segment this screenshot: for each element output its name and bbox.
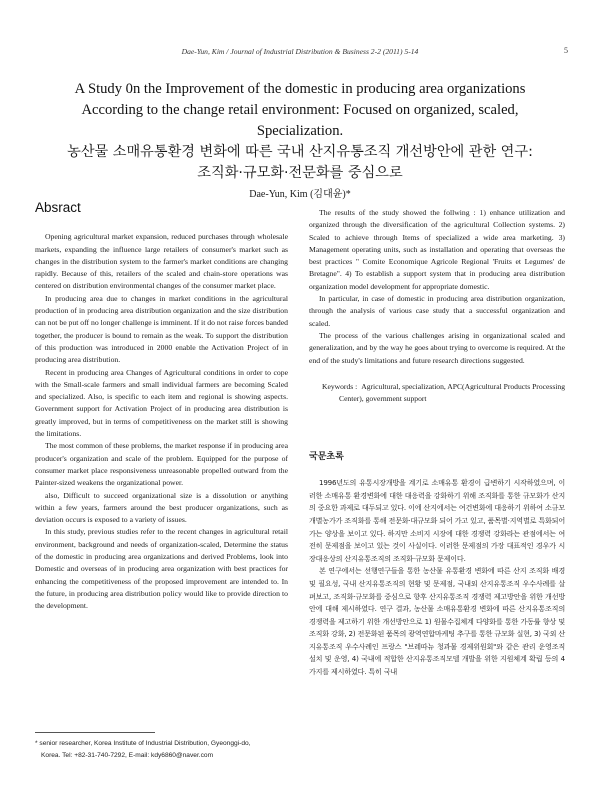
korean-abstract-body <box>309 477 565 679</box>
abstract-paragraph: Recent in producing area Changes of Agricultural conditions in order to cope with the Small-scale farmers and small individual farmers are becoming Scaled and specialized. Also, is specific to each item and regional is showing aspects. Government support for Activation Project of in producing area distribution is greatly improved, but in terms of competitiveness on the market still is showing the limitations. <box>35 367 288 439</box>
title-block <box>20 79 580 200</box>
abstract-heading: Absract <box>35 200 81 215</box>
abstract-paragraph: Opening agricultural market expansion, reduced purchases through wholesale markets, expanding the influence large retailers of consumer's market such as changes in the distribution system to the farmer's market conditions are changing rapidly. Because of this, retailers of the scaled and chain-store operations was centered on distribution environmental changes of the consumer market place. <box>35 232 288 291</box>
abstract-paragraph: In particular, in case of domestic in producing area distribution organization, through the analysis of various case study that a successful organization and scaled. <box>309 294 565 328</box>
footnote <box>35 738 297 762</box>
keywords <box>309 381 565 405</box>
left-column <box>35 202 288 613</box>
title-ko-line-1: 농산물 소매유통환경 변화에 따른 국내 산지유통조직 개선방안에 관한 연구: <box>67 144 533 160</box>
title-ko-line-2: 조직화·규모화·전문화를 중심으로 <box>197 165 403 181</box>
keywords-label: Keywords : <box>322 381 358 391</box>
abstract-paragraph: The process of the various challenges arising in organizational scaled and generalization, and by the way he goes about trying to overcome is required. At the end of the study's limitations and future research directions suggested. <box>309 330 565 365</box>
running-header: Dae-Yun, Kim / Journal of Industrial Distribution & Business 2-2 (2011) 5-14 <box>181 47 419 56</box>
korean-abstract-paragraph: 본 연구에서는 선행연구들을 통한 농산물 유통환경 변화에 따른 산지 조직화 배경 및 필요성, 국내 산지유통조직의 현황 및 문제점, 국내외 산지유통조직 우수사례를 살펴보고, 조직화·규모화를 중심으로 향후 산지유통조직 경쟁력 제고방안을 위한 개선방안에 대해 제시하였다. 연구 결과, 농산물 소매유통환경 변화에 따른 산지유통조직의 경쟁력을 제고하기 위한 개선방안으로 1) 원물수집체계 다양화를 통한 가동률 향상 및 조직화 강화, 2) 전문화된 품목의 광역연합마케팅 추구를 통한 규모화 실현, 3) 국외 산지유통조직 우수사례인 프랑스 "브레따뉴 청과물 경제위원회"와 같은 관리 운영조직 설치 및 운영, 4) 국내에 적합한 산지유통조직모델 개발을 위한 지원체계 확립 등의 4가지를 제시하였다. 특히 국내 <box>309 566 565 677</box>
page-number: 5 <box>564 46 568 55</box>
abstract-paragraph: In this study, previous studies refer to the recent changes in agricultural retail environment, background and needs of organization-scaled, Determine the status of the domestic in producing area organizations and derived Problems, look into Domestic and overseas of in producing area organization with best practices for enhancing the competitiveness of the proposed improvement are intended to. In the future, in producing area distribution policy would like to provide direction to the development. <box>35 527 288 611</box>
title-en-line-2: According to the change retail environment: Focused on organized, scaled, <box>81 102 519 118</box>
author-name: Dae-Yun, Kim (김대윤)* <box>249 189 351 200</box>
abstract-paragraph: also, Difficult to succeed organizational size is a dissolution or anything within a few years, farmers around the best producer organizations, such as deviation occurs is exposed to a variety of issues. <box>35 490 288 525</box>
footnote-divider <box>35 732 155 733</box>
title-en-line-3: Specialization. <box>256 123 344 139</box>
footnote-line-2: Korea. Tel: +82-31-740-7292, E-mail: kdy6860@naver.com <box>41 751 214 759</box>
abstract-paragraph: In producing area due to changes in market conditions in the agricultural production of in producing area distribution organization and the size distribution can not be put off no longer challenge is imminent. If it do not raise forces banded together, the producer is bound to remain as the weak. To support the distribution of this production was introduced in 2000 enable the Activation Project of in producing area distribution. <box>35 293 288 365</box>
keywords-list: Agricultural, specialization, APC(Agricultural Products Processing Center), government support <box>339 381 565 403</box>
title-en-line-1: A Study 0n the Improvement of the domestic in producing area organizations <box>74 81 526 97</box>
korean-abstract-paragraph: 1996년도의 유통시장개방을 계기로 소매유통 환경이 급변하기 시작하였으며, 이러한 소매유통 환경변화에 대한 대응력을 강화하기 위해 조직화를 통한 규모화가 산지의 중요한 과제로 대두되고 있다. 이에 산지에서는 여건변화에 대응하기 위하여 소규모 개별농가가 조직화를 통해 전문화·대규모화 되어 가고 있고, 품목별·지역별로 특화되어 가는 양상을 보이고 있다. 하지만 소비지 시장에 대한 경쟁력 강화라는 관점에서는 여전히 문제점을 보이고 있는 것이 사실이다. 이러한 문제점의 가장 대표적인 경우가 시장대응상의 산지유통조직의 조직화·규모화 문제이다. <box>309 478 565 563</box>
korean-abstract-heading: 국문초록 <box>309 451 344 462</box>
abstract-paragraph: The results of the study showed the follwing : 1) enhance utilization and organized through the diversification of the agricultural Collection systems. 2) Scaled to achieve through Items of specialized a wide area marketing. 3) Management operating units, such as installation and operating that overseas the best practices " Comite Economique Agricole Regional 'Fruits et Legumes' de Bretagne". 4) To establish a support system that in producing area distribution organization model development for appropriate domestic. <box>309 208 565 291</box>
right-column <box>309 207 565 679</box>
footnote-line-1: * senior researcher, Korea Institute of Industrial Distribution, Gyeonggi-do, <box>35 740 251 747</box>
abstract-paragraph: The most common of these problems, the market response if in producing area producer's organization and scale of the problem. Equipped for the purpose of consumer market place responsiveness unreasonable propelled outward from the Painter-sized weakens the organizational power. <box>35 441 288 488</box>
